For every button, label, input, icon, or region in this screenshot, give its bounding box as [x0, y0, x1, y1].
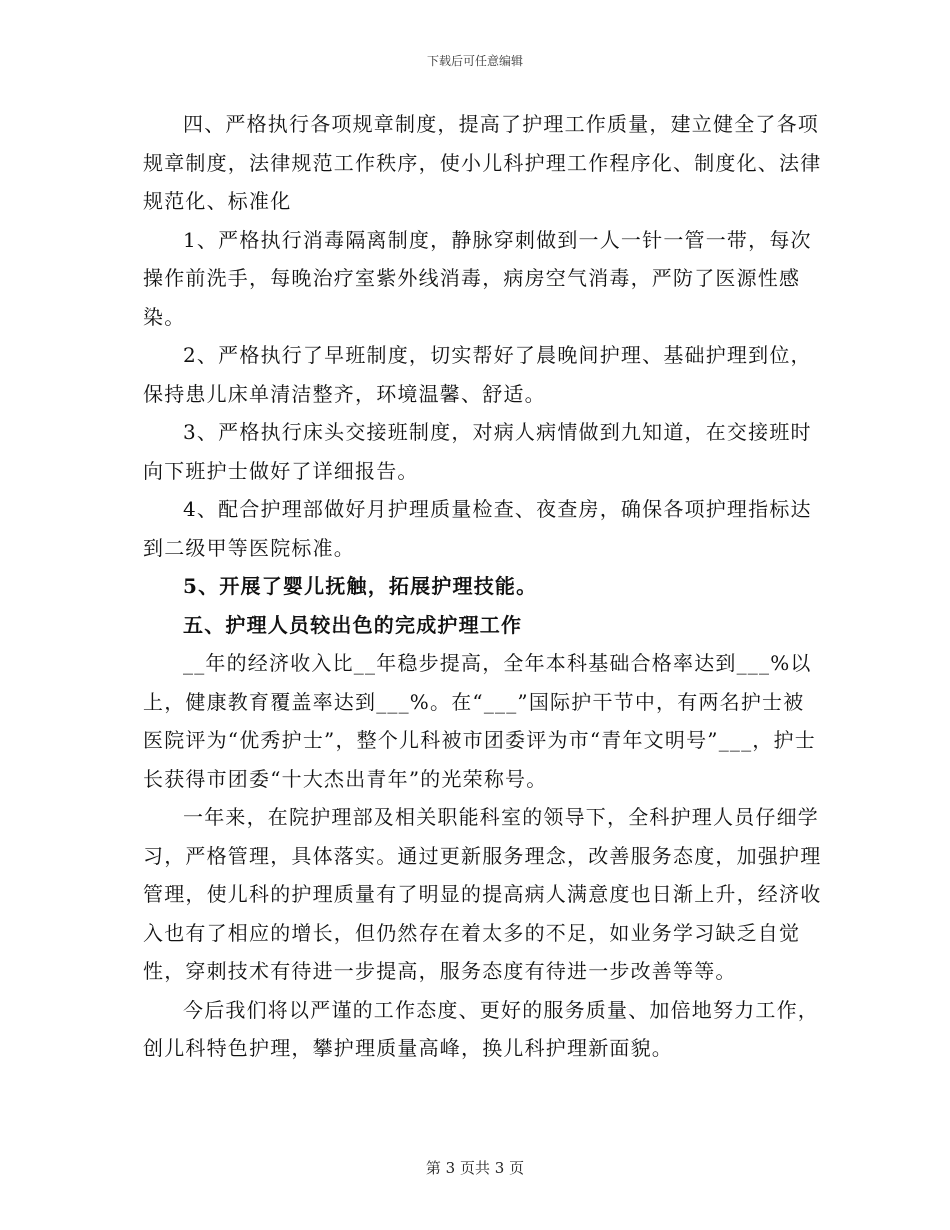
paragraph-item-4: 4、配合护理部做好月护理质量检查、夜查房，确保各项护理指标达到二级甲等医院标准。 — [143, 497, 812, 560]
paragraph-item-2: 2、严格执行了早班制度，切实帮好了晨晚间护理、基础护理到位，保持患儿床单清洁整齐，环境温馨、舒适。 — [143, 343, 812, 406]
paragraph-income-stats: __年的经济收入比__年稳步提高，全年本科基础合格率达到___%以上，健康教育覆盖率达到___%。在“___”国际护干节中，有两名护士被医院评为“优秀护士”，整个儿科被市团委评为市“青年文明号”___，护士长获得市团委“十大杰出青年”的光荣称号。 — [143, 651, 816, 791]
paragraph-item-3: 3、严格执行床头交接班制度，对病人病情做到九知道，在交接班时向下班护士做好了详细报告。 — [143, 420, 812, 483]
paragraph-future-outlook: 今后我们将以严谨的工作态度、更好的服务质量、加倍地努力工作，创儿科特色护理，攀护理质量高峰，换儿科护理新面貌。 — [143, 997, 819, 1060]
page-header: 下载后可任意编辑 — [426, 54, 523, 68]
paragraph-item-5-heading: 5、开展了婴儿抚触，拓展护理技能。 — [183, 574, 538, 598]
section-five-heading: 五、护理人员较出色的完成护理工作 — [183, 612, 523, 637]
paragraph-year-summary: 一年来，在院护理部及相关职能科室的领导下，全科护理人员仔细学习，严格管理，具体落实。通过更新服务理念，改善服务态度，加强护理管理，使儿科的护理质量有了明显的提高病人满意度也日渐上升，经济收入也有了相应的增长，但仍然存在着太多的不足，如业务学习缺乏自觉性，穿刺技术有待进一步提高，服务态度有待进一步改善等等。 — [143, 805, 822, 983]
page-footer: 第 3 页共 3 页 — [425, 1159, 525, 1177]
document-body — [143, 105, 823, 1068]
paragraph-item-1: 1、严格执行消毒隔离制度，静脉穿刺做到一人一针一管一带，每次操作前洗手，每晚治疗室紫外线消毒，病房空气消毒，严防了医源性感染。 — [143, 227, 812, 329]
paragraph-section-four: 四、严格执行各项规章制度，提高了护理工作质量，建立健全了各项规章制度，法律规范工作秩序，使小儿科护理工作程序化、制度化、法律规范化、标准化 — [143, 112, 822, 213]
